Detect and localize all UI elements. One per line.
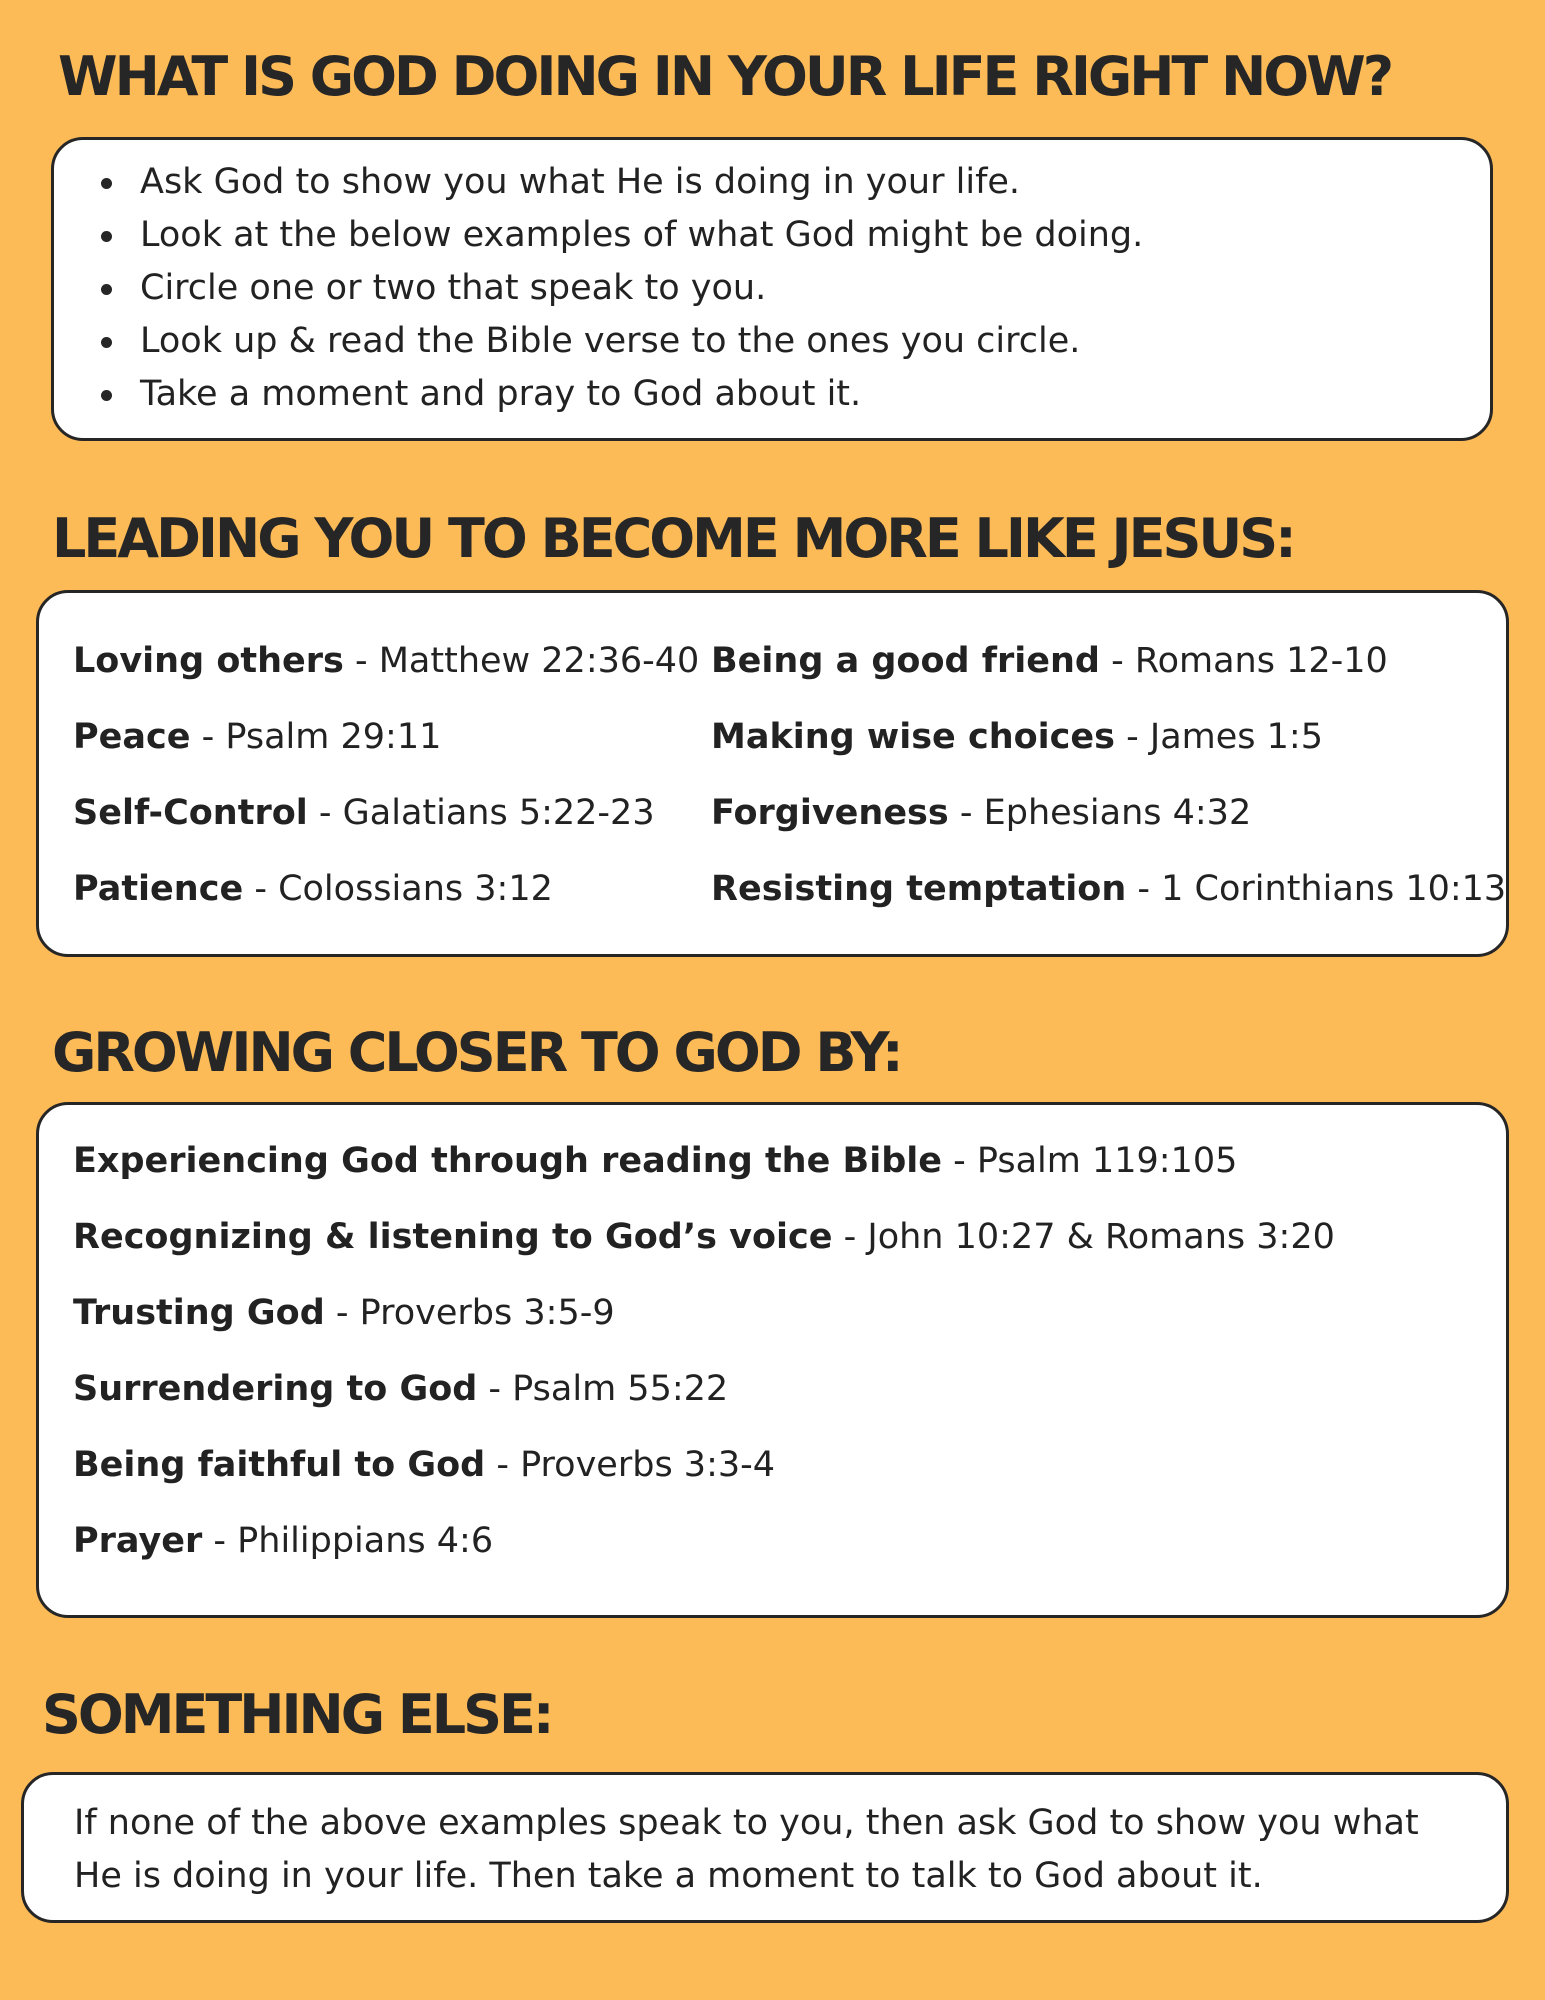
section-heading-god: GROWING CLOSER TO GOD BY: (52, 1021, 901, 1084)
verse-ref: - John 10:27 & Romans 3:20 (832, 1217, 1335, 1257)
instruction-item: Look up & read the Bible verse to the ones you circle. (140, 315, 1143, 368)
god-box (36, 1102, 1509, 1618)
verse-ref: - Psalm 119:105 (941, 1141, 1238, 1181)
instructions-box (51, 137, 1493, 441)
topic-label: Surrendering to God (73, 1369, 478, 1409)
topic-label: Prayer (73, 1521, 203, 1561)
god-item (73, 1503, 1335, 1579)
verse-ref: - Proverbs 3:3-4 (485, 1445, 776, 1485)
god-item (73, 1123, 1335, 1199)
verse-ref: - Galatians 5:22-23 (307, 793, 655, 833)
something-else-text: If none of the above examples speak to you, then ask God to show you what He is doing in your life. Then take a moment to talk to God about it. (74, 1803, 1419, 1896)
god-item (73, 1427, 1335, 1503)
verse-ref: - Philippians 4:6 (202, 1521, 494, 1561)
instruction-item: Ask God to show you what He is doing in your life. (140, 156, 1143, 209)
verse-ref: - 1 Corinthians 10:13 (1126, 869, 1507, 909)
verse-ref: - Matthew 22:36-40 (343, 641, 700, 681)
verse-ref: - Romans 12-10 (1099, 641, 1388, 681)
verse-ref: - Ephesians 4:32 (948, 793, 1252, 833)
jesus-box (36, 590, 1509, 957)
verse-ref: - James 1:5 (1115, 717, 1323, 757)
something-else-box (21, 1772, 1509, 1923)
verse-ref: - Psalm 55:22 (477, 1369, 729, 1409)
jesus-item (711, 775, 1506, 851)
instructions-list (54, 156, 1143, 421)
topic-label: Being a good friend (711, 641, 1100, 681)
topic-label: Trusting God (73, 1293, 325, 1333)
jesus-item (73, 775, 699, 851)
topic-label: Patience (73, 869, 244, 909)
topic-label: Recognizing & listening to God’s voice (73, 1217, 833, 1257)
topic-label: Forgiveness (711, 793, 949, 833)
instruction-item: Circle one or two that speak to you. (140, 262, 1143, 315)
verse-ref: - Colossians 3:12 (243, 869, 553, 909)
jesus-right-column (711, 623, 1506, 927)
page-title: WHAT IS GOD DOING IN YOUR LIFE RIGHT NOW? (58, 45, 1392, 108)
topic-label: Making wise choices (711, 717, 1115, 757)
topic-label: Peace (73, 717, 191, 757)
verse-ref: - Proverbs 3:5-9 (324, 1293, 615, 1333)
jesus-item (73, 851, 699, 927)
jesus-item (73, 699, 699, 775)
topic-label: Resisting temptation (711, 869, 1127, 909)
section-heading-something-else: SOMETHING ELSE: (42, 1683, 552, 1746)
section-heading-jesus: LEADING YOU TO BECOME MORE LIKE JESUS: (52, 507, 1294, 570)
jesus-left-column (73, 623, 699, 927)
god-item (73, 1275, 1335, 1351)
jesus-item (73, 623, 699, 699)
topic-label: Being faithful to God (73, 1445, 486, 1485)
god-item (73, 1351, 1335, 1427)
jesus-item (711, 699, 1506, 775)
god-list (73, 1123, 1335, 1579)
jesus-item (711, 851, 1506, 927)
god-item (73, 1199, 1335, 1275)
jesus-item (711, 623, 1506, 699)
topic-label: Loving others (73, 641, 344, 681)
instruction-item: Take a moment and pray to God about it. (140, 368, 1143, 421)
topic-label: Self-Control (73, 793, 308, 833)
instruction-item: Look at the below examples of what God might be doing. (140, 209, 1143, 262)
topic-label: Experiencing God through reading the Bible (73, 1141, 942, 1181)
verse-ref: - Psalm 29:11 (190, 717, 442, 757)
